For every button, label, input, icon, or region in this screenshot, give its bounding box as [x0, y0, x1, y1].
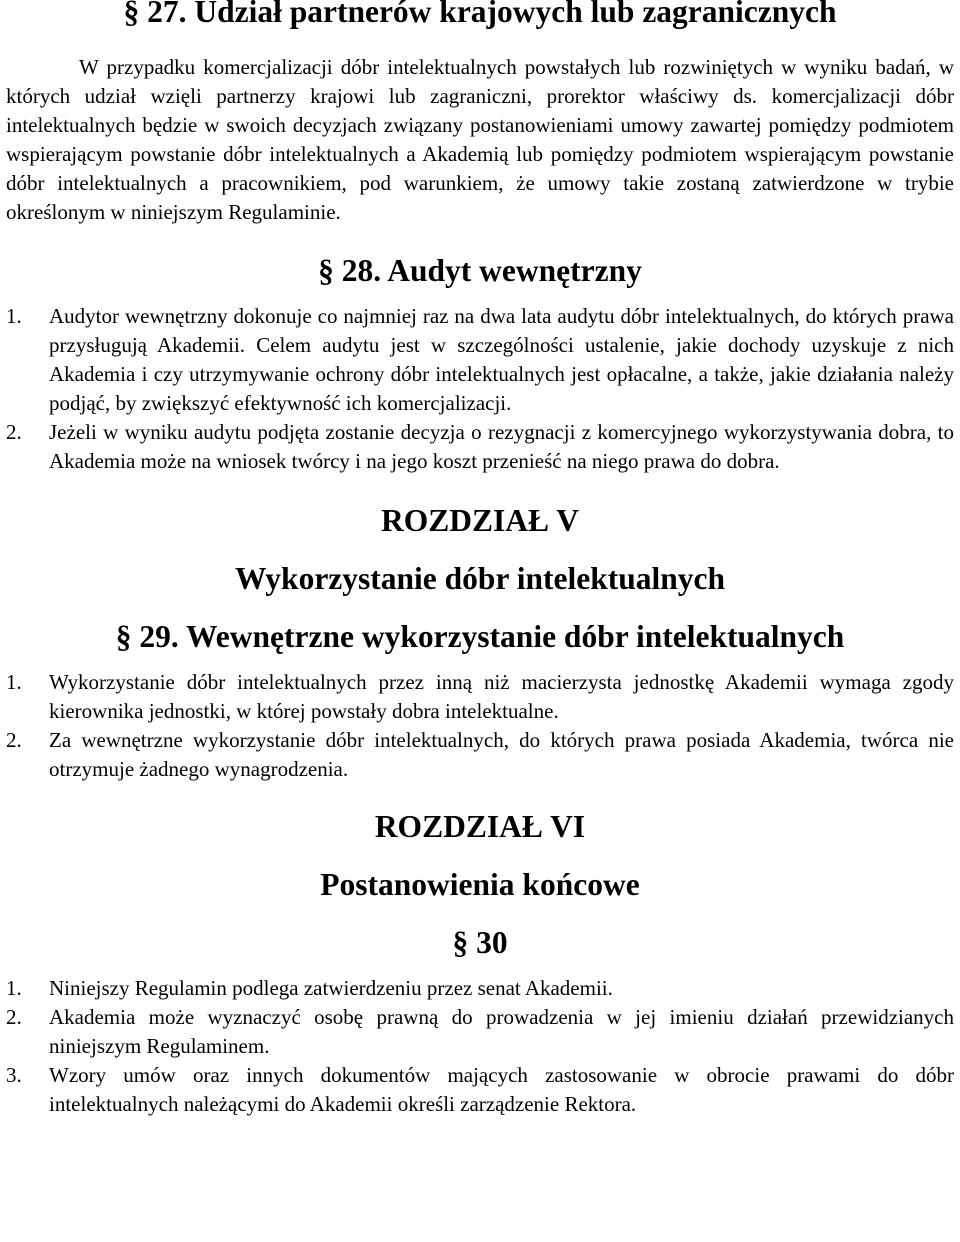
section-29-list [6, 668, 954, 784]
list-item [6, 726, 954, 784]
section-27-paragraph: W przypadku komercjalizacji dóbr intelektualnych powstałych lub rozwiniętych w wyniku badań, w których udział wzięli partnerzy krajowi lub zagraniczni, prorektor właściwy ds. komercjalizacji dóbr intelektualnych będzie w swoich decyzjach związany postanowieniami umowy zawartej pomiędzy podmiotem wspierającym powstanie dóbr intelektualnych a Akademią lub pomiędzy podmiotem wspierającym powstanie dóbr intelektualnych a pracownikiem, pod warunkiem, że umowy takie zostaną zatwierdzone w trybie określonym w niniejszym Regulaminie. [6, 55, 954, 224]
section-27-heading: § 27. Udział partnerów krajowych lub zagranicznych [123, 0, 837, 29]
list-item-text: Akademia może wyznaczyć osobę prawną do prowadzenia w jej imieniu działań przewidzianych niniejszym Regulaminem. [49, 1005, 954, 1058]
chapter-5-title: Wykorzystanie dóbr intelektualnych [234, 561, 726, 596]
list-item-number: 2. [6, 728, 22, 752]
list-item-text: Audytor wewnętrzny dokonuje co najmniej raz na dwa lata audytu dóbr intelektualnych, do których prawa przysługują Akademii. Celem audytu jest w szczególności ustalenie, jakie dochody uzyskuje z nich Akademia i czy utrzymywanie ochrony dóbr intelektualnych jest opłacalne, a także, jakie działania należy podjąć, by zwiększyć efektywność ich komercjalizacji. [49, 304, 954, 415]
list-item-text: Jeżeli w wyniku audytu podjęta zostanie decyzja o rezygnacji z komercyjnego wykorzystywania dobra, to Akademia może na wniosek twórcy i na jego koszt przenieść na niego prawa do dobra. [49, 420, 954, 473]
list-item-number: 1. [6, 670, 22, 694]
list-item-number: 2. [6, 420, 22, 444]
list-item-number: 2. [6, 1005, 22, 1029]
list-item-text: Wzory umów oraz innych dokumentów mających zastosowanie w obrocie prawami do dóbr intelektualnych należącymi do Akademii określi zarządzenie Rektora. [49, 1063, 954, 1116]
list-item [6, 302, 954, 418]
list-item [6, 668, 954, 726]
chapter-6-label: ROZDZIAŁ VI [374, 809, 586, 844]
list-item [6, 418, 954, 476]
chapter-6-title: Postanowienia końcowe [320, 867, 640, 902]
section-30-list [6, 974, 954, 1119]
list-item [6, 1003, 954, 1061]
list-item-number: 1. [6, 304, 22, 328]
chapter-5-label: ROZDZIAŁ V [380, 503, 580, 538]
list-item-number: 1. [6, 976, 22, 1000]
section-30-heading: § 30 [452, 925, 508, 960]
section-28-heading: § 28. Audyt wewnętrzny [318, 253, 642, 288]
list-item-number: 3. [6, 1063, 22, 1087]
section-29-heading: § 29. Wewnętrzne wykorzystanie dóbr intelektualnych [115, 619, 845, 654]
list-item [6, 974, 954, 1003]
section-28-list [6, 302, 954, 476]
list-item [6, 1061, 954, 1119]
list-item-text: Wykorzystanie dóbr intelektualnych przez inną niż macierzysta jednostkę Akademii wymaga zgody kierownika jednostki, w której powstały dobra intelektualne. [49, 670, 954, 723]
list-item-text: Za wewnętrzne wykorzystanie dóbr intelektualnych, do których prawa posiada Akademia, twórca nie otrzymuje żadnego wynagrodzenia. [49, 728, 954, 781]
list-item-text: Niniejszy Regulamin podlega zatwierdzeniu przez senat Akademii. [49, 976, 613, 1000]
